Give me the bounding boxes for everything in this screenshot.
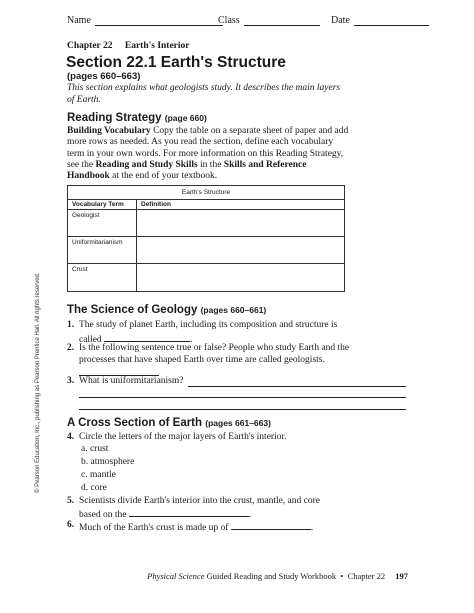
name-field[interactable] xyxy=(67,15,223,26)
answer-blank[interactable] xyxy=(231,520,311,530)
book-title: Physical Science xyxy=(147,571,205,581)
question-number: 5. xyxy=(67,496,75,506)
answer-line[interactable] xyxy=(79,409,406,410)
footer-bullet: • xyxy=(340,571,344,581)
geology-pages: (pages 660–661) xyxy=(200,305,267,315)
table-row xyxy=(68,210,344,237)
term-cell: Uniformitarianism xyxy=(68,237,137,263)
reading-strategy-pages: (page 660) xyxy=(164,113,207,123)
date-field[interactable] xyxy=(331,15,429,26)
term-cell: Crust xyxy=(68,264,137,292)
term-cell: Geologist xyxy=(68,210,137,236)
question-text: What is uniformitarianism? xyxy=(79,376,184,386)
geology-title: The Science of Geology xyxy=(67,304,198,316)
vocabulary-table xyxy=(67,185,345,292)
instructions-bold-1: Reading and Study Skills xyxy=(95,159,198,170)
table-row xyxy=(68,264,344,292)
page-number: 197 xyxy=(395,571,408,581)
building-vocabulary-label: Building Vocabulary xyxy=(67,126,151,136)
name-line xyxy=(95,15,223,26)
question-4 xyxy=(67,432,287,444)
option-atmosphere[interactable]: b. atmosphere xyxy=(81,457,135,467)
date-label: Date xyxy=(331,15,350,26)
class-field[interactable] xyxy=(218,15,320,26)
question-5 xyxy=(67,496,320,508)
question-text: Much of the Earth's crust is made up of xyxy=(79,523,229,533)
question-number: 6. xyxy=(67,520,75,530)
cross-section-heading xyxy=(67,417,271,429)
question-2 xyxy=(67,343,362,381)
instructions-bold-2: Skills and Reference Handbook xyxy=(67,159,307,182)
cross-section-pages: (pages 661–663) xyxy=(205,418,271,428)
date-line xyxy=(354,15,429,26)
definition-cell[interactable] xyxy=(137,210,344,236)
question-number: 1. xyxy=(67,320,75,330)
geology-heading xyxy=(67,304,266,316)
definition-cell[interactable] xyxy=(137,264,344,292)
page-footer xyxy=(147,571,408,581)
question-6: 6. Much of the Earth's crust is made up of . xyxy=(67,520,314,533)
question-text: Is the following sentence true or false? People who study Earth and the processes that have shaped Earth over time are called geologists. xyxy=(79,343,350,365)
answer-blank[interactable] xyxy=(79,366,159,376)
answer-line[interactable] xyxy=(188,386,406,387)
name-label: Name xyxy=(67,15,91,26)
definition-cell[interactable] xyxy=(137,237,344,263)
cross-section-title: A Cross Section of Earth xyxy=(67,417,203,429)
answer-line[interactable] xyxy=(79,397,406,398)
question-3 xyxy=(67,376,184,388)
column-header-term: Vocabulary Term xyxy=(68,200,137,209)
chapter-number: Chapter 22 xyxy=(67,41,113,51)
section-pages: (pages 660–663) xyxy=(67,71,141,82)
section-intro: This section explains what geologists study. It describes the main layers of Earth. xyxy=(67,83,341,105)
question-number: 3. xyxy=(67,376,75,386)
question-number: 2. xyxy=(67,343,75,353)
question-text: Circle the letters of the major layers of Earth's interior. xyxy=(79,432,287,442)
option-core[interactable]: d. core xyxy=(81,483,107,493)
answer-blank[interactable] xyxy=(104,332,190,342)
section-title: Section 22.1 Earth's Structure xyxy=(66,54,286,71)
instructions-part-3: at the end of your textbook. xyxy=(109,171,218,182)
option-mantle[interactable]: c. mantle xyxy=(81,470,116,480)
option-crust[interactable]: a. crust xyxy=(81,444,109,454)
instructions-part-1: Copy the table on a separate sheet of paper and add more rows as needed. As you read the section, define each vocabulary term in your own words. For more information on this Reading Strategy, see the xyxy=(67,126,349,170)
question-text: The study of planet Earth, including its composition and structure is called xyxy=(79,320,338,345)
column-header-definition: Definition xyxy=(141,201,171,208)
question-text: Scientists divide Earth's interior into the crust, mantle, and core xyxy=(79,496,320,506)
class-line xyxy=(244,15,320,26)
table-header-row xyxy=(68,200,344,210)
copyright-notice: © Pearson Education, Inc., publishing as Pearson Prentice Hall. All rights reserved. xyxy=(35,272,41,493)
answer-blank[interactable] xyxy=(129,507,249,517)
reading-strategy-text xyxy=(67,126,350,182)
table-row xyxy=(68,237,344,264)
chapter-line xyxy=(67,41,190,51)
table-caption: Earth's Structure xyxy=(68,186,344,200)
instructions-part-2: in the xyxy=(197,159,224,170)
question-1: 1. The study of planet Earth, including its composition and structure is called . xyxy=(67,320,338,345)
reading-strategy-heading xyxy=(67,112,207,124)
footer-chapter: Chapter 22 xyxy=(347,571,386,581)
book-subtitle: Guided Reading and Study Workbook xyxy=(204,571,337,581)
question-number: 4. xyxy=(67,432,75,442)
class-label: Class xyxy=(218,15,240,26)
question-text: based on the xyxy=(79,510,127,520)
reading-strategy-title: Reading Strategy xyxy=(67,112,162,124)
question-5-continued: based on the . xyxy=(79,507,251,522)
chapter-title: Earth's Interior xyxy=(124,41,190,51)
